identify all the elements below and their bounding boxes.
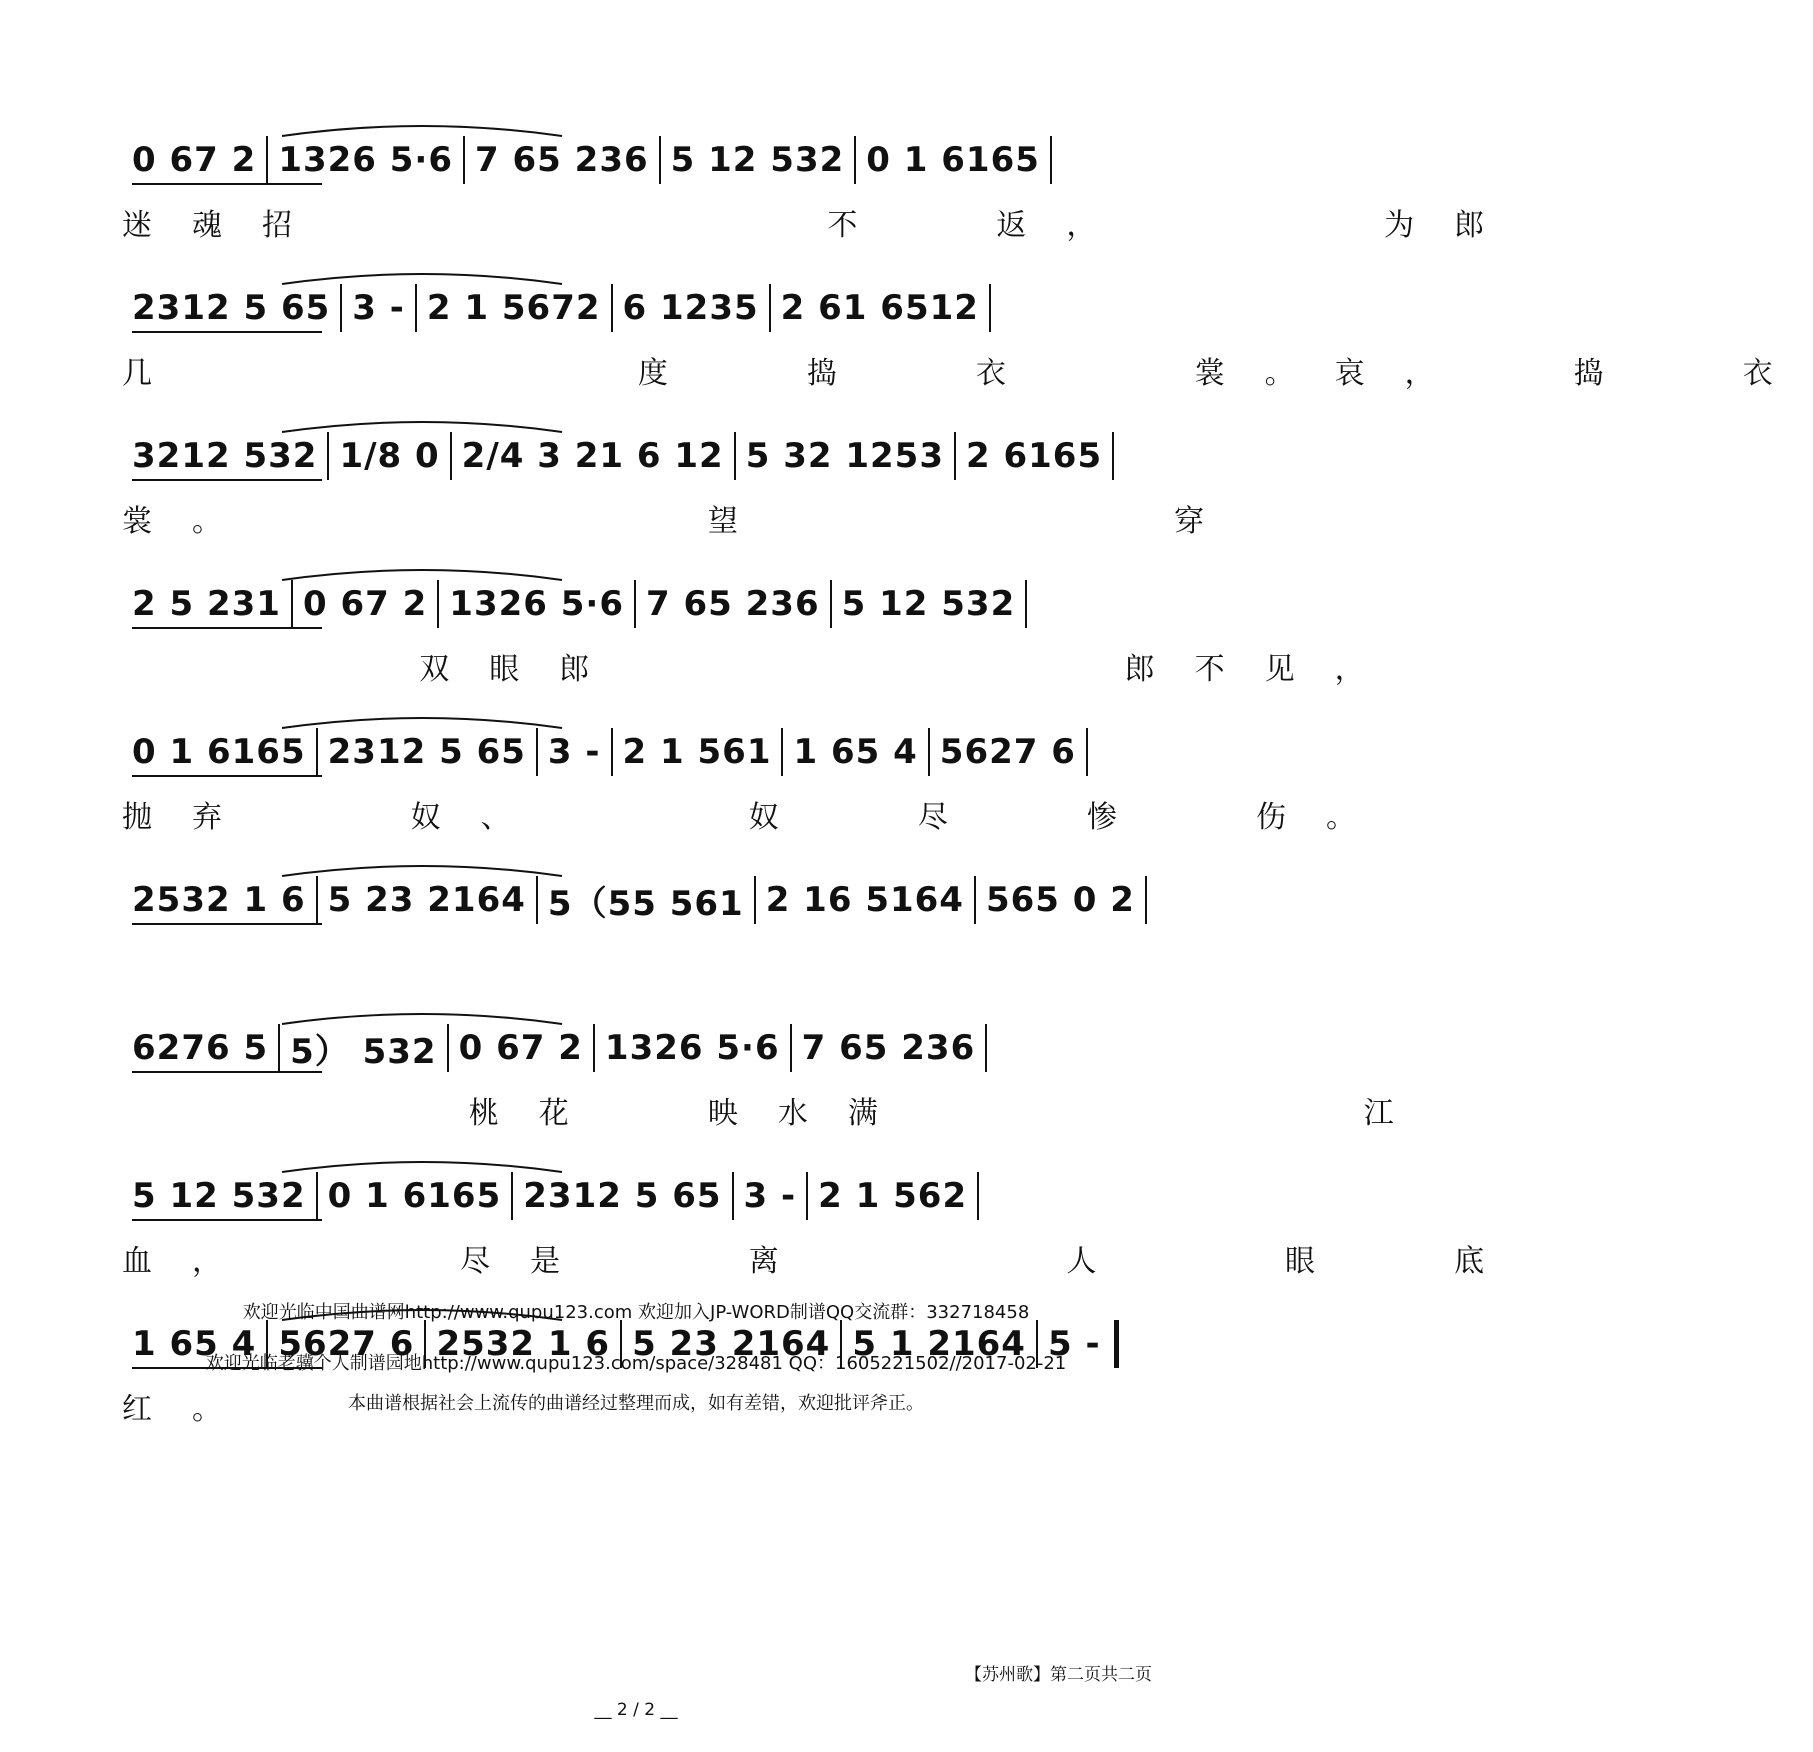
score-system — [122, 118, 1525, 266]
measure: 3 - — [547, 732, 601, 772]
slur — [282, 570, 562, 580]
measure: 2 1 5672 — [426, 288, 601, 328]
measure: 0 67 2 — [458, 1028, 583, 1068]
measure: 6276 5 — [132, 1028, 269, 1068]
measure: 2312 5 65 — [327, 732, 526, 772]
slur-layer — [122, 1154, 1157, 1234]
slur — [282, 1014, 562, 1024]
lyrics-line: 几 度 捣 衣 裳。哀， 捣 衣 — [122, 356, 1813, 391]
measure: 5 - — [1047, 1324, 1101, 1364]
measure: 1/8 0 — [339, 436, 440, 476]
measure: 0 1 6165 — [327, 1176, 502, 1216]
slur-layer — [122, 266, 1157, 346]
lyrics-line: 桃花 映水满 江 — [122, 1096, 1434, 1131]
measure: 5 1 2164 — [852, 1324, 1026, 1364]
score-system — [122, 1302, 1157, 1450]
measure: 7 65 236 — [475, 140, 649, 180]
slur — [282, 718, 562, 728]
page-number: __ 2 / 2 __ — [594, 1700, 678, 1720]
measure: 2 6165 — [965, 436, 1103, 476]
score-system — [122, 858, 1157, 1006]
lyrics-line: 裳。 望 穿 — [122, 504, 1245, 539]
measure: 1326 5·6 — [604, 1028, 780, 1068]
measure: 2/4 3 21 6 12 — [461, 436, 724, 476]
score — [122, 118, 1813, 1450]
measure: 1326 5·6 — [278, 140, 454, 180]
measure: 0 67 2 — [132, 140, 257, 180]
slur-layer — [122, 562, 1157, 642]
measure: 5（55 561 — [547, 883, 744, 924]
slur — [282, 126, 562, 136]
lyrics-line: 红。 — [122, 1392, 262, 1427]
slur — [282, 1162, 562, 1172]
measure: 1 65 4 — [793, 732, 918, 772]
measure: 5 23 2164 — [327, 880, 526, 920]
slur-layer — [122, 1006, 1157, 1086]
measure: 2 1 561 — [622, 732, 772, 772]
measure: 3 - — [352, 288, 405, 328]
lyrics-line: 双眼郎 郎不见， — [122, 652, 1405, 687]
lyrics-line: 血， 尽是 离 人 眼 底 — [122, 1244, 1525, 1279]
measure: 0 67 2 — [302, 584, 428, 624]
score-system — [122, 562, 1405, 710]
score-system — [122, 1154, 1525, 1302]
score-system — [122, 266, 1813, 414]
footer-line-2: 欢迎光临老骥个人制谱园地http://www.qupu123.com/space/328481 QQ：1605221502//2017-02-21 — [205, 1353, 1067, 1374]
footer-line-1: 欢迎光临中国曲谱网http://www.qupu123.com 欢迎加入JP-WORD制谱QQ交流群：332718458 — [242, 1302, 1030, 1323]
measure: 7 65 236 — [801, 1028, 976, 1068]
measure: 5 32 1253 — [745, 436, 944, 476]
measure: 2312 5 65 — [523, 1176, 722, 1216]
measure: 2532 1 6 — [436, 1324, 611, 1364]
slur — [282, 422, 562, 432]
measure: 7 65 236 — [645, 584, 820, 624]
measure: 5） 532 — [290, 1031, 437, 1072]
slur-layer — [122, 414, 1157, 494]
slur-layer — [122, 118, 1157, 198]
slur-layer — [122, 710, 1157, 790]
measure: 1 65 4 — [132, 1324, 257, 1364]
page-info: 【苏州歌】第二页共二页 — [965, 1665, 1152, 1685]
measure: 2 16 5164 — [765, 880, 964, 920]
measure: 5 12 532 — [670, 140, 845, 180]
lyrics-line: 抛弃 奴、 奴 尽 惨 伤。 — [122, 800, 1396, 835]
measure: 5 12 532 — [841, 584, 1016, 624]
slur — [282, 274, 562, 284]
measure: 2 61 6512 — [780, 288, 979, 328]
score-system — [122, 710, 1396, 858]
footer-line-3: 本曲谱根据社会上流传的曲谱经过整理而成，如有差错，欢迎批评斧正。 — [348, 1393, 924, 1414]
score-system — [122, 414, 1245, 562]
measure: 5627 6 — [939, 732, 1076, 772]
measure: 6 1235 — [622, 288, 759, 328]
slur-layer — [122, 858, 1157, 938]
measure: 0 1 6165 — [866, 140, 1040, 180]
measure: 565 0 2 — [985, 880, 1135, 920]
measure: 5627 6 — [278, 1324, 415, 1364]
measure: 2 1 562 — [818, 1176, 968, 1216]
measure: 1326 5·6 — [449, 584, 624, 624]
measure: 3 - — [743, 1176, 797, 1216]
measure: 2532 1 6 — [132, 880, 306, 920]
lyrics-line: 迷魂招 不 返， 为郎 — [122, 208, 1525, 243]
score-system — [122, 1006, 1434, 1154]
measure: 2 5 231 — [132, 584, 281, 624]
measure: 5 12 532 — [132, 1176, 306, 1216]
measure: 3212 532 — [132, 436, 318, 476]
measure: 0 1 6165 — [132, 732, 306, 772]
measure: 5 23 2164 — [632, 1324, 831, 1364]
slur — [282, 866, 562, 876]
measure: 2312 5 65 — [132, 288, 331, 328]
